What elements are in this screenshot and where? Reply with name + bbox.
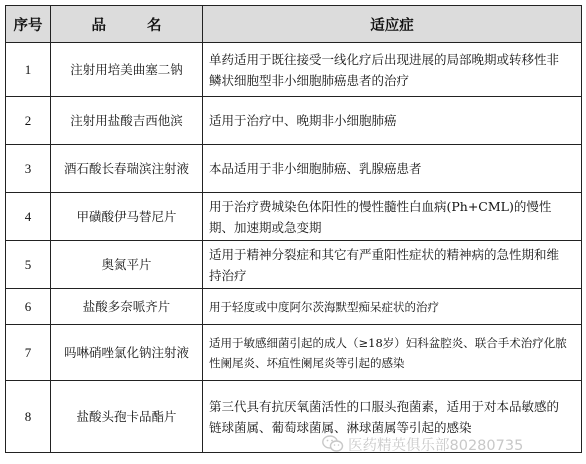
header-number: 序号 (6, 6, 51, 43)
drug-name: 酒石酸长春瑞滨注射液 (51, 145, 203, 193)
row-number: 3 (6, 145, 51, 193)
drug-name: 注射用盐酸吉西他滨 (51, 97, 203, 145)
table-row (6, 145, 582, 193)
drug-name: 盐酸多奈哌齐片 (51, 289, 203, 325)
drug-name: 注射用培美曲塞二钠 (51, 43, 203, 97)
drug-name: 奥氮平片 (51, 241, 203, 289)
watermark-text: 医药精英俱乐部80280735 (348, 437, 524, 454)
table-row (6, 241, 582, 289)
table-row (6, 43, 582, 97)
watermark (322, 432, 523, 456)
table-row (6, 325, 582, 381)
table-header-row (6, 6, 582, 43)
drug-indication: 第三代具有抗厌氧菌活性的口服头孢菌素，适用于对本品敏感的链球菌属、葡萄球菌属、淋球菌属等引起的感染 (203, 381, 582, 453)
drug-name: 甲磺酸伊马替尼片 (51, 193, 203, 241)
table-row (6, 193, 582, 241)
drug-indication: 用于轻度或中度阿尔茨海默型痴呆症状的治疗 (203, 289, 582, 325)
drug-indication: 本品适用于非小细胞肺癌、乳腺癌患者 (203, 145, 582, 193)
drug-indication: 用于治疗费城染色体阳性的慢性髓性白血病(Ph+CML)的慢性期、加速期或急变期 (203, 193, 582, 241)
drug-indication: 适用于精神分裂症和其它有严重阳性症状的精神病的急性期和维持治疗 (203, 241, 582, 289)
row-number: 7 (6, 325, 51, 381)
header-name: 品 名 (51, 6, 203, 43)
row-number: 6 (6, 289, 51, 325)
table-row (6, 97, 582, 145)
drug-indication: 适用于治疗中、晚期非小细胞肺癌 (203, 97, 582, 145)
row-number: 4 (6, 193, 51, 241)
drug-indication: 适用于敏感细菌引起的成人（≥18岁）妇科盆腔炎、联合手术治疗化脓性阑尾炎、坏疽性阑尾炎等引起的感染 (203, 325, 582, 381)
row-number: 1 (6, 43, 51, 97)
wechat-icon (322, 435, 344, 453)
drug-indication: 单药适用于既往接受一线化疗后出现进展的局部晚期或转移性非鳞状细胞型非小细胞肺癌患者的治疗 (203, 43, 582, 97)
row-number: 8 (6, 381, 51, 453)
drug-name: 盐酸头孢卡品酯片 (51, 381, 203, 453)
row-number: 5 (6, 241, 51, 289)
drug-indication-table (5, 5, 582, 453)
header-indication: 适应症 (203, 6, 582, 43)
drug-name: 吗啉硝唑氯化钠注射液 (51, 325, 203, 381)
row-number: 2 (6, 97, 51, 145)
table-row (6, 289, 582, 325)
